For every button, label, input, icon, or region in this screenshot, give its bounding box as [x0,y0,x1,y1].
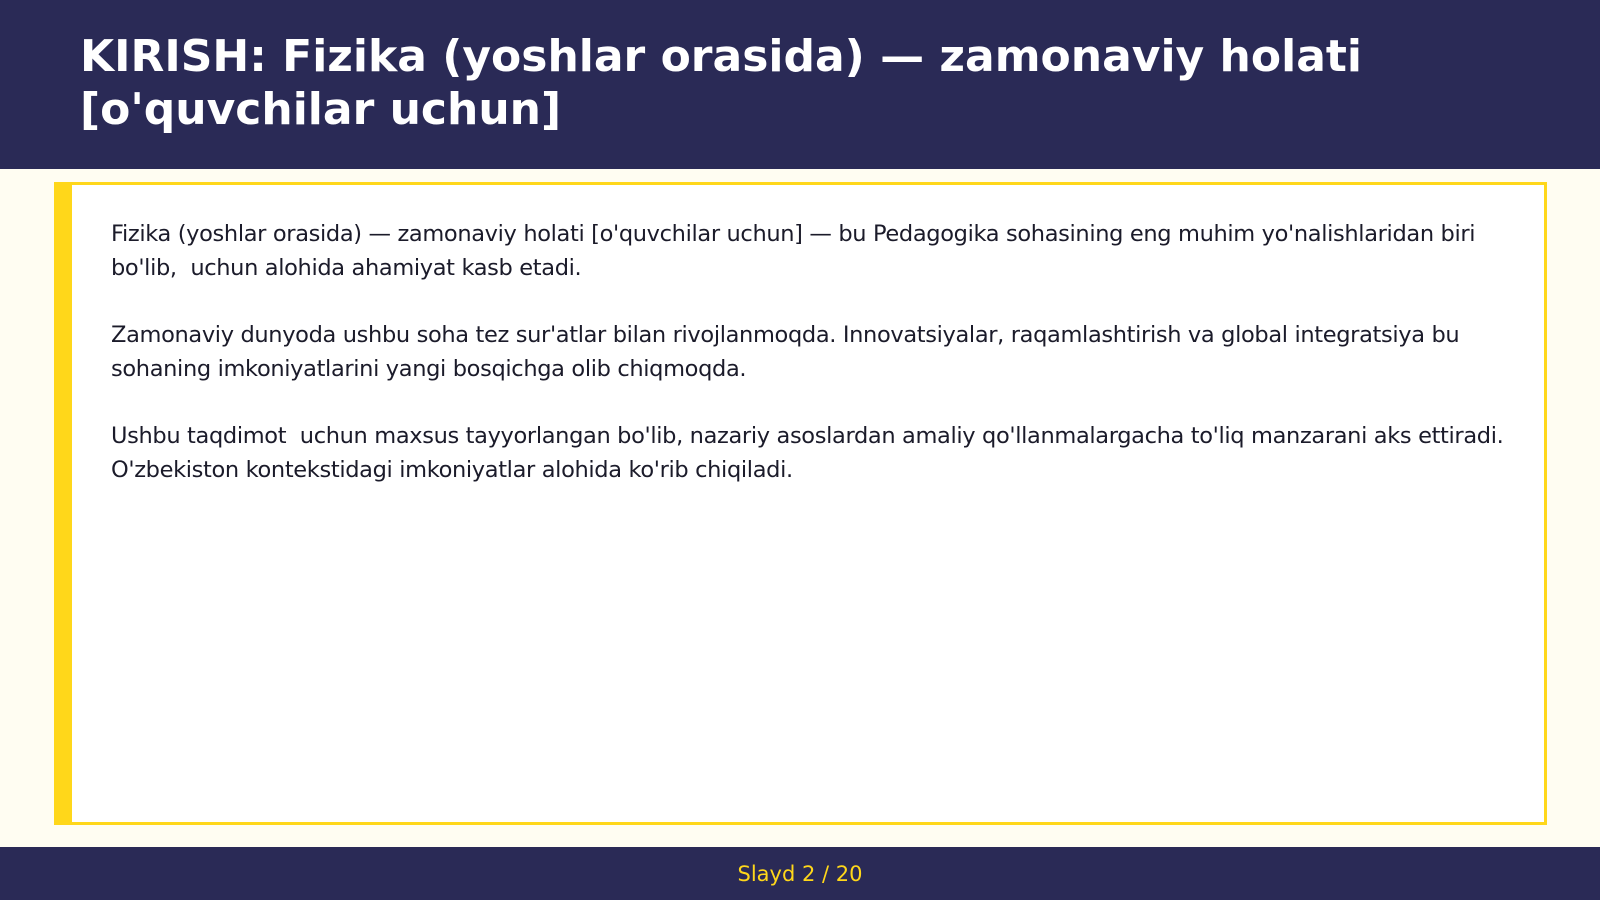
slide-header [0,0,1600,169]
slide-footer [0,847,1600,900]
content-card [54,182,1547,825]
slide-title: KIRISH: Fizika (yoshlar orasida) — zamonaviy holati [o'quvchilar uchun] [80,31,1362,135]
paragraph-presentation-purpose: Ushbu taqdimot uchun maxsus tayyorlangan bo'lib, nazariy asoslardan amaliy qo'llanmalargacha to'liq manzarani aks ettiradi. O'zbekiston kontekstidagi imkoniyatlar alohida ko'rib chiqiladi. [111,423,1511,483]
slide-counter: Slayd 2 / 20 [737,861,863,886]
paragraph-modern-world: Zamonaviy dunyoda ushbu soha tez sur'atlar bilan rivojlanmoqda. Innovatsiyalar, raqamlashtirish va global integratsiya bu sohaning imkoniyatlarini yangi bosqichga olib chiqmoqda. [111,322,1467,382]
paragraph-intro: Fizika (yoshlar orasida) — zamonaviy holati [o'quvchilar uchun] — bu Pedagogika sohasining eng muhim yo'nalishlaridan biri bo'lib, uchun alohida ahamiyat kasb etadi. [111,221,1482,281]
